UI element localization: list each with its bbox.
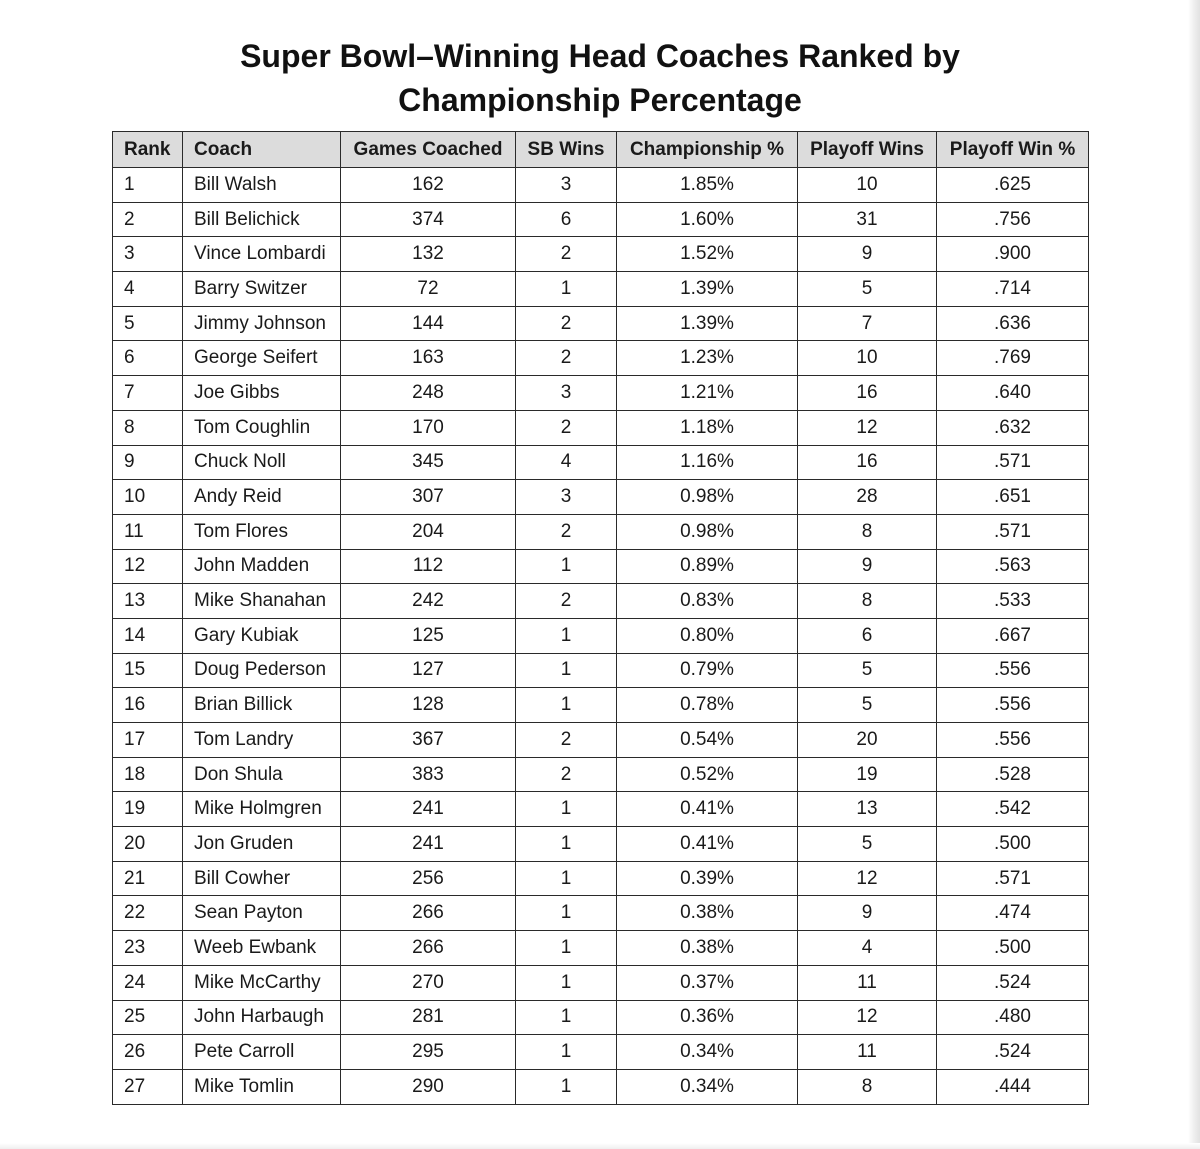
cell-playoff-win-pct: .571	[937, 861, 1089, 896]
header-playoff-wins: Playoff Wins	[798, 132, 937, 168]
cell-playoff-win-pct: .651	[937, 480, 1089, 515]
cell-coach: Pete Carroll	[183, 1035, 341, 1070]
cell-playoff-wins: 6	[798, 618, 937, 653]
cell-playoff-win-pct: .533	[937, 584, 1089, 619]
cell-playoff-wins: 8	[798, 1069, 937, 1104]
cell-sb-wins: 1	[516, 931, 617, 966]
cell-coach: Bill Belichick	[183, 202, 341, 237]
cell-sb-wins: 1	[516, 861, 617, 896]
cell-playoff-wins: 8	[798, 514, 937, 549]
table-row	[113, 861, 1089, 896]
cell-sb-wins: 2	[516, 584, 617, 619]
table-row	[113, 896, 1089, 931]
cell-games-coached: 112	[341, 549, 516, 584]
cell-sb-wins: 1	[516, 549, 617, 584]
cell-playoff-win-pct: .571	[937, 514, 1089, 549]
cell-playoff-wins: 19	[798, 757, 937, 792]
cell-games-coached: 72	[341, 272, 516, 307]
cell-playoff-wins: 9	[798, 549, 937, 584]
cell-coach: Bill Cowher	[183, 861, 341, 896]
cell-playoff-wins: 16	[798, 376, 937, 411]
table-row	[113, 584, 1089, 619]
cell-playoff-win-pct: .480	[937, 1000, 1089, 1035]
cell-coach: Chuck Noll	[183, 445, 341, 480]
cell-games-coached: 367	[341, 723, 516, 758]
cell-games-coached: 242	[341, 584, 516, 619]
cell-games-coached: 345	[341, 445, 516, 480]
cell-games-coached: 144	[341, 306, 516, 341]
cell-playoff-win-pct: .640	[937, 376, 1089, 411]
header-row	[113, 132, 1089, 168]
table-row	[113, 618, 1089, 653]
cell-championship-pct: 1.39%	[617, 272, 798, 307]
table-row	[113, 445, 1089, 480]
cell-rank: 25	[113, 1000, 183, 1035]
cell-sb-wins: 3	[516, 480, 617, 515]
header-championship-pct: Championship %	[617, 132, 798, 168]
cell-championship-pct: 1.52%	[617, 237, 798, 272]
cell-sb-wins: 1	[516, 1000, 617, 1035]
cell-rank: 26	[113, 1035, 183, 1070]
cell-playoff-wins: 13	[798, 792, 937, 827]
cell-rank: 7	[113, 376, 183, 411]
cell-games-coached: 295	[341, 1035, 516, 1070]
cell-coach: John Madden	[183, 549, 341, 584]
cell-championship-pct: 0.41%	[617, 792, 798, 827]
cell-coach: Tom Landry	[183, 723, 341, 758]
cell-rank: 6	[113, 341, 183, 376]
cell-championship-pct: 1.23%	[617, 341, 798, 376]
cell-games-coached: 383	[341, 757, 516, 792]
cell-playoff-win-pct: .500	[937, 931, 1089, 966]
cell-coach: Mike Tomlin	[183, 1069, 341, 1104]
cell-playoff-wins: 5	[798, 827, 937, 862]
cell-playoff-win-pct: .542	[937, 792, 1089, 827]
cell-playoff-wins: 31	[798, 202, 937, 237]
coaches-table	[112, 131, 1089, 1105]
cell-playoff-win-pct: .524	[937, 1035, 1089, 1070]
cell-coach: George Seifert	[183, 341, 341, 376]
cell-coach: Sean Payton	[183, 896, 341, 931]
table-row	[113, 410, 1089, 445]
cell-sb-wins: 1	[516, 272, 617, 307]
cell-playoff-win-pct: .556	[937, 688, 1089, 723]
table-row	[113, 965, 1089, 1000]
cell-playoff-wins: 5	[798, 688, 937, 723]
cell-games-coached: 270	[341, 965, 516, 1000]
header-coach: Coach	[183, 132, 341, 168]
cell-sb-wins: 2	[516, 757, 617, 792]
cell-rank: 21	[113, 861, 183, 896]
cell-playoff-wins: 7	[798, 306, 937, 341]
cell-championship-pct: 1.39%	[617, 306, 798, 341]
cell-playoff-win-pct: .636	[937, 306, 1089, 341]
cell-sb-wins: 1	[516, 792, 617, 827]
table-row	[113, 237, 1089, 272]
cell-playoff-wins: 9	[798, 896, 937, 931]
cell-coach: Gary Kubiak	[183, 618, 341, 653]
cell-coach: Doug Pederson	[183, 653, 341, 688]
cell-rank: 4	[113, 272, 183, 307]
table-row	[113, 480, 1089, 515]
cell-playoff-win-pct: .769	[937, 341, 1089, 376]
table-row	[113, 757, 1089, 792]
cell-championship-pct: 0.34%	[617, 1035, 798, 1070]
cell-sb-wins: 2	[516, 410, 617, 445]
cell-playoff-win-pct: .625	[937, 168, 1089, 203]
cell-coach: Andy Reid	[183, 480, 341, 515]
table-row	[113, 202, 1089, 237]
cell-rank: 12	[113, 549, 183, 584]
table-row	[113, 1035, 1089, 1070]
cell-playoff-wins: 5	[798, 272, 937, 307]
cell-coach: Brian Billick	[183, 688, 341, 723]
cell-playoff-wins: 11	[798, 1035, 937, 1070]
cell-sb-wins: 1	[516, 896, 617, 931]
cell-sb-wins: 1	[516, 827, 617, 862]
cell-rank: 17	[113, 723, 183, 758]
cell-championship-pct: 0.98%	[617, 480, 798, 515]
cell-playoff-wins: 10	[798, 168, 937, 203]
cell-championship-pct: 1.21%	[617, 376, 798, 411]
cell-rank: 9	[113, 445, 183, 480]
cell-coach: John Harbaugh	[183, 1000, 341, 1035]
cell-playoff-win-pct: .528	[937, 757, 1089, 792]
cell-championship-pct: 0.38%	[617, 931, 798, 966]
cell-championship-pct: 1.16%	[617, 445, 798, 480]
table-row	[113, 168, 1089, 203]
header-rank: Rank	[113, 132, 183, 168]
cell-games-coached: 162	[341, 168, 516, 203]
header-games-coached: Games Coached	[341, 132, 516, 168]
cell-championship-pct: 0.36%	[617, 1000, 798, 1035]
header-sb-wins: SB Wins	[516, 132, 617, 168]
cell-coach: Mike Shanahan	[183, 584, 341, 619]
table-row	[113, 341, 1089, 376]
cell-games-coached: 128	[341, 688, 516, 723]
cell-games-coached: 241	[341, 792, 516, 827]
cell-playoff-win-pct: .571	[937, 445, 1089, 480]
cell-playoff-wins: 10	[798, 341, 937, 376]
cell-championship-pct: 1.85%	[617, 168, 798, 203]
cell-playoff-wins: 16	[798, 445, 937, 480]
cell-games-coached: 374	[341, 202, 516, 237]
cell-sb-wins: 4	[516, 445, 617, 480]
table-row	[113, 514, 1089, 549]
page-edge-shadow	[1188, 0, 1200, 1149]
cell-coach: Jimmy Johnson	[183, 306, 341, 341]
cell-games-coached: 266	[341, 896, 516, 931]
cell-rank: 16	[113, 688, 183, 723]
table-body	[113, 168, 1089, 1105]
cell-championship-pct: 1.18%	[617, 410, 798, 445]
cell-sb-wins: 1	[516, 965, 617, 1000]
cell-playoff-wins: 5	[798, 653, 937, 688]
cell-sb-wins: 2	[516, 514, 617, 549]
cell-games-coached: 163	[341, 341, 516, 376]
cell-playoff-win-pct: .900	[937, 237, 1089, 272]
cell-sb-wins: 1	[516, 618, 617, 653]
cell-playoff-wins: 28	[798, 480, 937, 515]
cell-playoff-wins: 9	[798, 237, 937, 272]
table-row	[113, 827, 1089, 862]
cell-playoff-wins: 12	[798, 861, 937, 896]
cell-sb-wins: 1	[516, 1035, 617, 1070]
cell-coach: Joe Gibbs	[183, 376, 341, 411]
cell-coach: Weeb Ewbank	[183, 931, 341, 966]
cell-playoff-wins: 8	[798, 584, 937, 619]
cell-coach: Tom Flores	[183, 514, 341, 549]
cell-sb-wins: 3	[516, 376, 617, 411]
page-bottom-edge	[0, 1143, 1200, 1149]
cell-sb-wins: 2	[516, 237, 617, 272]
cell-playoff-win-pct: .714	[937, 272, 1089, 307]
cell-coach: Vince Lombardi	[183, 237, 341, 272]
cell-games-coached: 307	[341, 480, 516, 515]
cell-sb-wins: 2	[516, 723, 617, 758]
cell-games-coached: 204	[341, 514, 516, 549]
table-row	[113, 1000, 1089, 1035]
cell-games-coached: 132	[341, 237, 516, 272]
cell-playoff-win-pct: .667	[937, 618, 1089, 653]
cell-rank: 8	[113, 410, 183, 445]
cell-rank: 2	[113, 202, 183, 237]
cell-games-coached: 127	[341, 653, 516, 688]
cell-playoff-win-pct: .556	[937, 653, 1089, 688]
table-row	[113, 376, 1089, 411]
cell-championship-pct: 0.37%	[617, 965, 798, 1000]
table-row	[113, 549, 1089, 584]
table-row	[113, 272, 1089, 307]
header-playoff-win-pct: Playoff Win %	[937, 132, 1089, 168]
cell-rank: 19	[113, 792, 183, 827]
cell-games-coached: 170	[341, 410, 516, 445]
table-row	[113, 1069, 1089, 1104]
cell-rank: 20	[113, 827, 183, 862]
cell-coach: Mike Holmgren	[183, 792, 341, 827]
cell-championship-pct: 0.39%	[617, 861, 798, 896]
table-row	[113, 688, 1089, 723]
cell-rank: 5	[113, 306, 183, 341]
cell-playoff-wins: 20	[798, 723, 937, 758]
cell-playoff-win-pct: .444	[937, 1069, 1089, 1104]
cell-playoff-wins: 12	[798, 1000, 937, 1035]
title-line-1: Super Bowl–Winning Head Coaches Ranked by	[240, 38, 960, 74]
cell-championship-pct: 0.54%	[617, 723, 798, 758]
cell-sb-wins: 2	[516, 341, 617, 376]
cell-rank: 27	[113, 1069, 183, 1104]
cell-playoff-wins: 11	[798, 965, 937, 1000]
cell-rank: 13	[113, 584, 183, 619]
cell-championship-pct: 0.34%	[617, 1069, 798, 1104]
cell-rank: 23	[113, 931, 183, 966]
table-row	[113, 723, 1089, 758]
cell-sb-wins: 2	[516, 306, 617, 341]
cell-playoff-win-pct: .563	[937, 549, 1089, 584]
cell-playoff-win-pct: .632	[937, 410, 1089, 445]
cell-games-coached: 266	[341, 931, 516, 966]
cell-championship-pct: 0.38%	[617, 896, 798, 931]
cell-games-coached: 125	[341, 618, 516, 653]
cell-rank: 10	[113, 480, 183, 515]
cell-rank: 11	[113, 514, 183, 549]
cell-playoff-wins: 4	[798, 931, 937, 966]
cell-rank: 15	[113, 653, 183, 688]
cell-coach: Don Shula	[183, 757, 341, 792]
cell-rank: 14	[113, 618, 183, 653]
cell-coach: Barry Switzer	[183, 272, 341, 307]
cell-championship-pct: 0.98%	[617, 514, 798, 549]
table-row	[113, 306, 1089, 341]
cell-sb-wins: 1	[516, 653, 617, 688]
table-row	[113, 931, 1089, 966]
page-title	[0, 34, 1200, 122]
cell-sb-wins: 1	[516, 688, 617, 723]
cell-games-coached: 290	[341, 1069, 516, 1104]
cell-playoff-win-pct: .500	[937, 827, 1089, 862]
cell-championship-pct: 0.80%	[617, 618, 798, 653]
cell-playoff-win-pct: .474	[937, 896, 1089, 931]
cell-championship-pct: 0.52%	[617, 757, 798, 792]
cell-coach: Jon Gruden	[183, 827, 341, 862]
cell-championship-pct: 0.89%	[617, 549, 798, 584]
cell-championship-pct: 0.83%	[617, 584, 798, 619]
cell-playoff-wins: 12	[798, 410, 937, 445]
cell-games-coached: 281	[341, 1000, 516, 1035]
table-row	[113, 653, 1089, 688]
title-line-2: Championship Percentage	[398, 82, 802, 118]
cell-coach: Bill Walsh	[183, 168, 341, 203]
cell-playoff-win-pct: .524	[937, 965, 1089, 1000]
cell-rank: 1	[113, 168, 183, 203]
cell-championship-pct: 1.60%	[617, 202, 798, 237]
cell-rank: 22	[113, 896, 183, 931]
cell-rank: 24	[113, 965, 183, 1000]
cell-rank: 18	[113, 757, 183, 792]
table-row	[113, 792, 1089, 827]
cell-championship-pct: 0.41%	[617, 827, 798, 862]
cell-championship-pct: 0.79%	[617, 653, 798, 688]
cell-sb-wins: 3	[516, 168, 617, 203]
cell-championship-pct: 0.78%	[617, 688, 798, 723]
cell-sb-wins: 1	[516, 1069, 617, 1104]
cell-games-coached: 248	[341, 376, 516, 411]
cell-games-coached: 256	[341, 861, 516, 896]
cell-sb-wins: 6	[516, 202, 617, 237]
cell-playoff-win-pct: .756	[937, 202, 1089, 237]
cell-playoff-win-pct: .556	[937, 723, 1089, 758]
cell-coach: Tom Coughlin	[183, 410, 341, 445]
cell-games-coached: 241	[341, 827, 516, 862]
cell-coach: Mike McCarthy	[183, 965, 341, 1000]
cell-rank: 3	[113, 237, 183, 272]
